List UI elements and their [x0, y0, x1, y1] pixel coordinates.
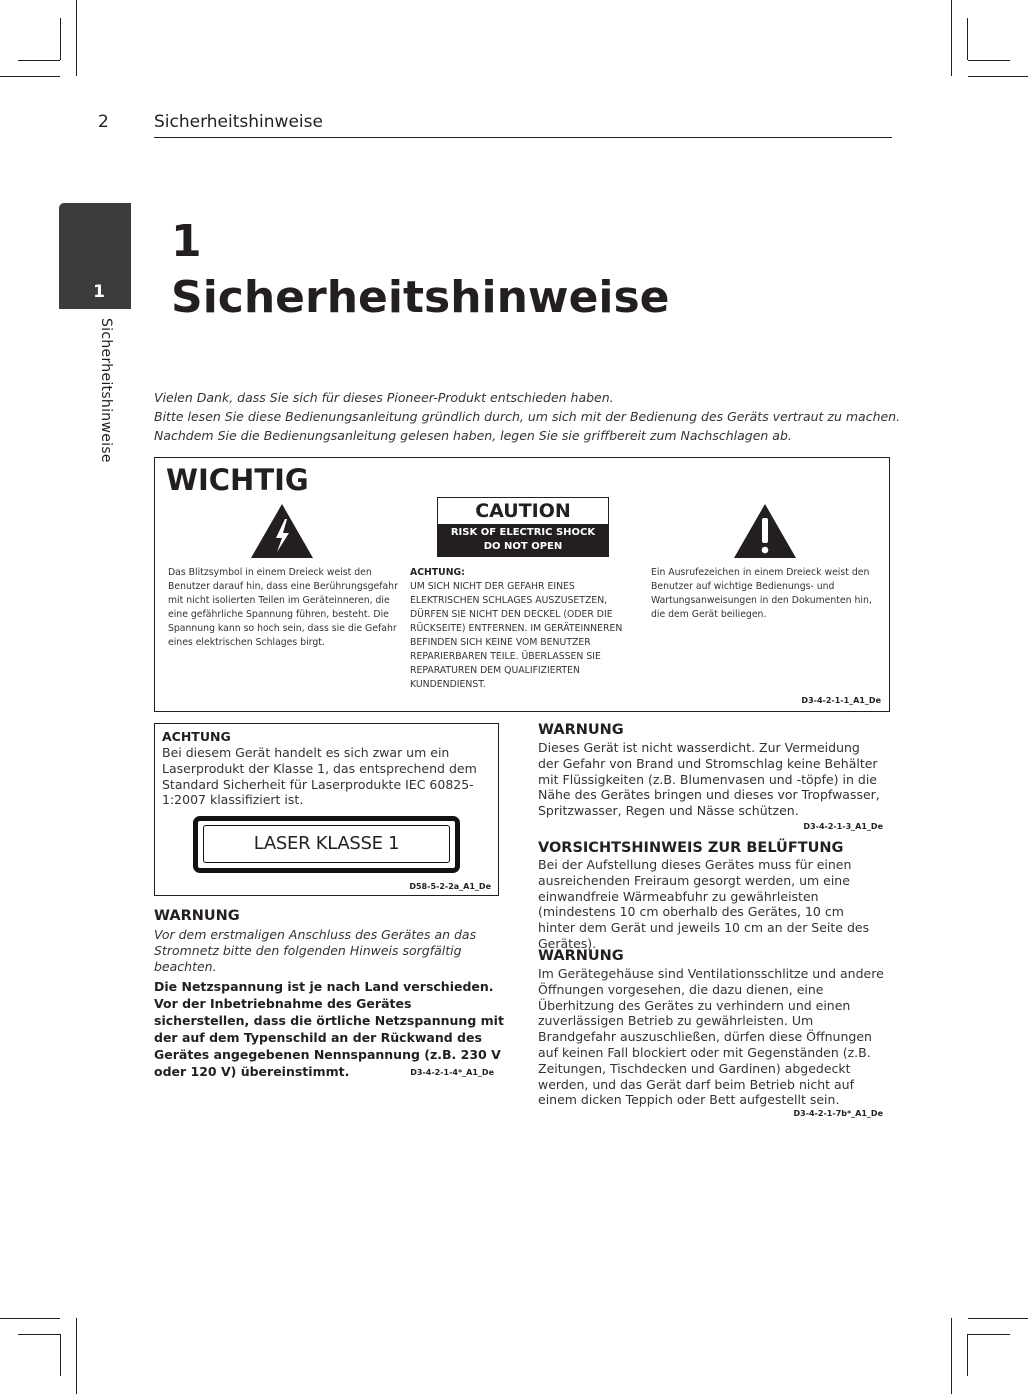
side-tab-label: Sicherheitshinweise — [98, 318, 114, 463]
warning-intro: Vor dem erstmaligen Anschluss des Gerätes an das Stromnetz bitte den folgenden Hinweis sorgfältig beachten. — [154, 927, 477, 974]
warning-heading: WARNUNG — [538, 722, 624, 738]
laser-class-label: LASER KLASSE 1 — [203, 825, 450, 863]
lightning-warning-icon — [249, 502, 315, 560]
crop-mark — [968, 60, 1010, 61]
crop-mark — [0, 76, 60, 77]
crop-mark — [0, 1318, 60, 1319]
page-number: 2 — [98, 112, 109, 132]
crop-mark — [60, 1334, 61, 1376]
running-header-title: Sicherheitshinweise — [154, 112, 323, 132]
document-code: D3-4-2-1-3_A1_De — [803, 822, 883, 831]
crop-mark — [60, 18, 61, 60]
warning-heading: WARNUNG — [538, 948, 624, 964]
crop-mark — [76, 1318, 77, 1394]
crop-mark — [76, 0, 77, 76]
document-code: D3-4-2-1-1_A1_De — [801, 696, 881, 705]
intro-text — [154, 388, 901, 445]
exclamation-description: Ein Ausrufezeichen in einem Dreieck weist den Benutzer auf wichtige Bedienungs- und Wartungsanweisungen in den Dokumenten hin, die dem Gerät beiliegen. — [651, 567, 872, 620]
crop-mark — [968, 76, 1028, 77]
header-rule — [154, 137, 892, 138]
achtung-label: ACHTUNG: — [410, 567, 465, 578]
crop-mark — [967, 18, 968, 60]
warning-water-text: Dieses Gerät ist nicht wasserdicht. Zur Vermeidung der Gefahr von Brand und Stromschlag keine Behälter mit Flüssigkeiten (z.B. Blumenvasen und -töpfe) in die Nähe des Gerätes bringen und dieses vor Tropfwasser, Spritzwasser, Regen und Nässe schützen. — [538, 740, 880, 819]
crop-mark — [967, 1334, 968, 1376]
caution-title: CAUTION — [475, 500, 571, 522]
achtung-text: UM SICH NICHT DER GEFAHR EINES ELEKTRISCHEN SCHLAGES AUSZUSETZEN, DÜRFEN SIE NICHT DEN DECKEL (ODER DIE RÜCKSEITE) ENTFERNEN. IM GERÄTEINNEREN BEFINDEN SICH KEINE VOM BENUTZER REPARIERBAREN TEILE. ÜBERLASSEN SIE REPARATUREN DEM QUALIFIZIERTEN KUNDENDIENST. — [410, 581, 623, 690]
intro-line: Vielen Dank, dass Sie sich für dieses Pioneer-Produkt entschieden haben. — [154, 390, 614, 405]
intro-line: Nachdem Sie die Bedienungsanleitung gelesen haben, legen Sie sie griffbereit zum Nachschlagen ab. — [154, 428, 792, 443]
crop-mark — [951, 0, 952, 76]
warning-vents-text: Im Gerätegehäuse sind Ventilationsschlitze und andere Öffnungen vorgesehen, die dazu dienen, eine Überhitzung des Gerätes zu verhindern und einen zuverlässigen Betrieb zu gewährleisten. Um Brandgefahr auszuschließen, dürfen diese Öffnungen auf keinen Fall blockiert oder mit Gegenständen (z.B. Zeitungen, Tischdecken und Gardinen) abgedeckt werden, und das Gerät darf beim Betrieb nicht auf einem dicken Teppich oder Bett aufgestellt sein. — [538, 966, 884, 1108]
caution-line: DO NOT OPEN — [483, 541, 563, 552]
side-tab-number: 1 — [93, 282, 105, 302]
intro-line: Bitte lesen Sie diese Bedienungsanleitung gründlich durch, um sich mit der Bedienung des Geräts vertraut zu machen. — [154, 409, 901, 424]
chapter-number: 1 — [171, 216, 202, 267]
warning-heading: WARNUNG — [154, 908, 240, 924]
lightning-description: Das Blitzsymbol in einem Dreieck weist den Benutzer darauf hin, dass eine Berührungsgefahr mit nicht isolierten Teilen im Geräteinneren, die eine gefährliche Spannung führen, besteht. Die Spannung kann so hoch sein, dass sie die Gefahr eines elektrischen Schlages birgt. — [168, 567, 398, 648]
chapter-title: Sicherheitshinweise — [171, 272, 670, 323]
important-title: WICHTIG — [166, 463, 309, 497]
ventilation-text: Bei der Aufstellung dieses Gerätes muss für einen ausreichenden Freiraum gesorgt werden, um eine einwandfreie Wärmeabfuhr zu gewährleisten (mindestens 10 cm oberhalb des Gerätes, 10 cm hinter dem Gerät und jeweils 10 cm an der Seite des Gerätes). — [538, 857, 870, 951]
laser-heading: ACHTUNG — [162, 729, 231, 744]
laser-text: Bei diesem Gerät handelt es sich zwar um ein Laserprodukt der Klasse 1, das entsprechend dem Standard Sicherheit für Laserprodukte IEC 60825-1:2007 klassifiziert ist. — [162, 745, 477, 808]
document-code: D3-4-2-1-7b*_A1_De — [793, 1109, 883, 1118]
exclamation-warning-icon — [732, 502, 798, 560]
warning-voltage-text: Die Netzspannung ist je nach Land verschieden. Vor der Inbetriebnahme des Gerätes sicherstellen, dass die örtliche Netzspannung mit der auf dem Typenschild an der Rückwand des Gerätes angegebenen Nennspannung (z.B. 230 V oder 120 V) übereinstimmt. — [154, 979, 504, 1079]
crop-mark — [18, 1334, 60, 1335]
caution-band — [438, 524, 608, 556]
ventilation-heading: VORSICHTSHINWEIS ZUR BELÜFTUNG — [538, 840, 844, 856]
crop-mark — [951, 1318, 952, 1394]
crop-mark — [18, 60, 60, 61]
document-code: D3-4-2-1-4*_A1_De — [410, 1068, 494, 1077]
crop-mark — [968, 1334, 1010, 1335]
caution-line: RISK OF ELECTRIC SHOCK — [450, 527, 596, 538]
achtung-notice — [410, 566, 642, 692]
crop-mark — [968, 1318, 1028, 1319]
document-code: D58-5-2-2a_A1_De — [409, 882, 491, 891]
